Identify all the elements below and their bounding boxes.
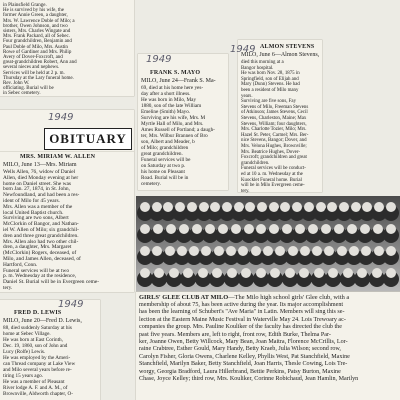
text-line: dren, a daughter, Mrs. Margaret xyxy=(3,244,72,251)
student-figure xyxy=(199,202,209,212)
student-figure xyxy=(292,202,302,212)
text-line: Kuocklet Funeral home. Burial xyxy=(241,177,302,183)
text-line: will be in Milo Evergreen ceme- xyxy=(241,183,305,189)
clipping-johnson-obituary-continued xyxy=(0,0,134,96)
student-figure xyxy=(218,224,228,234)
text-line: can Thread company at Lake View xyxy=(3,361,76,367)
text-line: his home on Pleasant xyxy=(141,169,185,175)
student-figure xyxy=(177,246,187,256)
text-line: Rev. John W. xyxy=(3,81,30,86)
text-line: past five years. Members are, left to right, front row, Edith Burke, Thelma Par- xyxy=(139,331,331,338)
text-line: Stevens, William; four daughters, xyxy=(241,121,307,127)
obituary-dateline: MILO, June 13—Mrs. Miriam xyxy=(3,162,77,168)
student-figure xyxy=(386,268,396,278)
text-line: Road. Burial will be in xyxy=(141,175,189,181)
text-line: Mrs. Frank Packard, all of Sebec. xyxy=(3,34,70,40)
student-figure xyxy=(226,246,236,256)
text-line: several nieces and nephews. xyxy=(3,65,60,71)
text-line: Myrtle Hall of Milo, and Mrs. xyxy=(141,121,204,127)
handwritten-year: 1949 xyxy=(230,44,256,55)
photo-row xyxy=(140,246,396,256)
clipping-lewis-obituary xyxy=(0,300,100,400)
student-figure xyxy=(386,202,396,212)
student-figure xyxy=(166,224,176,234)
student-figure xyxy=(152,202,162,212)
obituary-name: ALMON STEVENS xyxy=(260,44,315,50)
student-figure xyxy=(312,246,322,256)
text-line: Allen, died Monday evening at her xyxy=(3,174,79,181)
text-line: tiring 15 years ago. xyxy=(3,373,44,379)
student-figure xyxy=(282,224,292,234)
student-figure xyxy=(234,202,244,212)
text-line: ident of Milo for 45 years. xyxy=(3,198,60,204)
text-line: Stanchfield, Marilyn Baker, Betty Stanchfield, Joan Harris, Thesle Cowing, Lois Tre- xyxy=(139,361,348,368)
text-line: Services will be held at 2 p. m. xyxy=(3,70,65,76)
obituary-banner: OBITUARY xyxy=(44,128,132,150)
text-line: Thursday at the Lary funeral home. xyxy=(3,75,74,81)
student-figure xyxy=(241,268,251,278)
glee-club-photo xyxy=(136,196,400,292)
student-figure xyxy=(187,202,197,212)
text-line: day after a short illness. xyxy=(141,91,191,97)
text-line: Daniel St. Burial will be in Evergreen ceme- xyxy=(3,279,100,286)
obituary-dateline: MILO, June 24—Frank S. Ma- xyxy=(141,78,216,84)
text-line: Springfield, son of Elijah and xyxy=(241,76,299,82)
student-figure xyxy=(244,224,254,234)
student-figure xyxy=(251,246,261,256)
student-figure xyxy=(140,246,150,256)
text-line: home at Sebec Village. xyxy=(3,331,51,337)
student-figure xyxy=(288,246,298,256)
text-line: born Jan. 27, 1874, in St. John, xyxy=(3,186,70,193)
student-figure xyxy=(324,246,334,256)
text-line: brother, Owen Johnson, and two xyxy=(3,23,68,29)
student-figure xyxy=(154,268,164,278)
text-line: Dec. 19, 1860, son of John and xyxy=(3,343,68,349)
student-figure xyxy=(210,202,220,212)
text-line: River lodge A. F. and A. M., of xyxy=(3,385,68,391)
student-figure xyxy=(201,246,211,256)
student-figure xyxy=(328,268,338,278)
student-figure xyxy=(238,246,248,256)
text-line: companies the group. Mrs. Pauline Kouliker of the faculty has directed the club the xyxy=(139,324,342,331)
student-figure xyxy=(140,268,150,278)
text-line: Mary (Dunn) Stevens. He had xyxy=(241,82,300,88)
student-figure xyxy=(175,202,185,212)
text-line: He was born at East Corinth, xyxy=(3,337,63,343)
text-line: Funeral services will be xyxy=(141,157,191,163)
student-figure xyxy=(245,202,255,212)
text-line: Mrs. Allen was a member of the xyxy=(3,203,73,210)
text-line: lection at the Eastern Maine Music Festival in Waterville May 24. Lois Trewoary ac- xyxy=(139,316,346,323)
text-line: He was born in Milo, May xyxy=(141,97,197,103)
text-line: Wells Allen, 76, widow of Daniel xyxy=(3,169,76,175)
text-line: officiating. Burial will be xyxy=(3,86,54,92)
student-figure xyxy=(153,224,163,234)
text-line: Mrs. Charlotte Tozier, Milo; Mrs. xyxy=(241,127,307,133)
text-line: grandchildren. xyxy=(241,160,270,166)
text-line: of Milo; grandchildren xyxy=(141,145,189,151)
text-line: Newfoundland, and had been a res- xyxy=(3,192,80,199)
student-figure xyxy=(360,224,370,234)
text-line: has been the learning of Schubert's "Ave Maria" in Latin. Members will sing this se- xyxy=(139,309,345,316)
text-line: tery. xyxy=(3,285,13,291)
text-line: sisters, Mrs. Charles Wingate and xyxy=(3,29,71,34)
text-line: in Sebec cemetery. xyxy=(3,91,41,97)
text-line: home on Daniel street. She was xyxy=(3,180,71,187)
student-figure xyxy=(269,224,279,234)
student-figure xyxy=(295,224,305,234)
obituary-name: MRS. MIRIAM W. ALLEN xyxy=(20,154,96,160)
text-line: Four grandchildren, Benjamin and xyxy=(3,39,72,45)
student-figure xyxy=(152,246,162,256)
text-line: Ames Russell of Portland; a daugh- xyxy=(141,127,215,133)
handwritten-year: 1949 xyxy=(146,54,172,65)
student-figure xyxy=(386,224,396,234)
student-figure xyxy=(205,224,215,234)
student-figure xyxy=(275,246,285,256)
obituary-name: FRANK S. MAYO xyxy=(150,70,201,76)
text-line: Funeral services will be conduct- xyxy=(241,166,306,172)
text-line: nice Stevens, Bangor; Dover, and xyxy=(241,138,307,144)
text-line: Avery of Dover-Foxcroft, and xyxy=(3,55,63,60)
text-line: on Saturday at two p. xyxy=(141,163,186,169)
obituary-name: FRED D. LEWIS xyxy=(14,310,62,316)
student-figure xyxy=(304,202,314,212)
text-line: Mrs. Allen also had two other chil- xyxy=(3,238,79,245)
text-line: Surviving are two sons, Albert xyxy=(3,215,69,222)
student-figure xyxy=(263,246,273,256)
text-line: dren and three great grandchildren. xyxy=(3,232,79,239)
student-figure xyxy=(337,246,347,256)
student-figure xyxy=(334,224,344,234)
text-line: Stevens, Charleston, Maine; Max xyxy=(241,116,307,121)
student-figure xyxy=(269,202,279,212)
student-figure xyxy=(347,224,357,234)
photo-row xyxy=(140,202,396,212)
student-figure xyxy=(386,246,396,256)
student-figure xyxy=(373,224,383,234)
student-figure xyxy=(140,202,150,212)
student-figure xyxy=(257,202,267,212)
text-line: 88, died suddenly Saturday at his xyxy=(3,325,72,331)
text-line: former Annie Green, a daughter, xyxy=(3,13,68,19)
student-figure xyxy=(256,224,266,234)
obituary-dateline: MILO, June 20—Fred D. Lewis, xyxy=(3,318,82,324)
student-figure xyxy=(192,224,202,234)
text-line: Surviving are his wife, Mrs. M xyxy=(141,115,206,121)
text-line: of Atkinson; James Stevens, Cecil xyxy=(241,110,308,116)
clipping-allen-body xyxy=(0,152,134,292)
text-line: been a resident of Milo many xyxy=(241,88,299,93)
student-figure xyxy=(179,224,189,234)
student-figure xyxy=(231,224,241,234)
student-figure xyxy=(362,202,372,212)
text-line: (McClorkin) Rogers, deceased, of xyxy=(3,250,77,257)
student-figure xyxy=(198,268,208,278)
text-line: Surviving are five sons, Fay xyxy=(241,99,297,105)
text-line: Chase, Joyce Kelley; third row, Mrs. Kouliker, Corinne Robichaud, Jean Hamlin, Marilyn xyxy=(139,376,359,382)
text-line: tery. xyxy=(241,188,250,194)
student-figure xyxy=(349,246,359,256)
student-figure xyxy=(361,246,371,256)
text-line: Hartford, Conn. xyxy=(3,261,38,268)
text-line: He was born Nov. 28, 1875 in xyxy=(241,71,300,77)
student-figure xyxy=(285,268,295,278)
text-line: great-grandchildren Robert, Ann and xyxy=(3,60,77,66)
glee-club-headline-tail: —The Milo high school girls' Glee club, with a xyxy=(228,294,350,301)
text-line: Bangor hospital. xyxy=(241,65,274,71)
text-line: Rowe of Gardiner and Mrs. Philip xyxy=(3,49,72,55)
text-line: Brownville, Aldworth chapter, O- xyxy=(3,391,73,397)
student-figure xyxy=(280,202,290,212)
text-line: 1880, son of the late William xyxy=(141,103,202,109)
text-line: He was a member of Pleasant xyxy=(3,379,65,385)
text-line: ker, Joanne Owen, Betty Willcock, Mary Bean, Joan Maitra, Florence McCrillis, Lor- xyxy=(139,339,348,345)
photo-row xyxy=(140,224,396,234)
text-line: Funeral services will be at two xyxy=(3,267,70,274)
text-line: He was employed by the Ameri- xyxy=(3,355,71,361)
text-line: membership of about 75, has been active during the year. Its major accomplishment xyxy=(139,302,344,308)
student-figure xyxy=(327,202,337,212)
student-figure xyxy=(169,268,179,278)
student-figure xyxy=(222,202,232,212)
text-line: Hazel St. Peter, Carmel; Mrs. Ber- xyxy=(241,132,309,138)
text-line: local United Baptist church. xyxy=(3,209,64,216)
text-line: worgy, Georgia Bradford, Laura Hillerbrand, Bettie Perkins, Patsy Burton, Maxine xyxy=(139,368,341,375)
student-figure xyxy=(227,268,237,278)
student-figure xyxy=(163,202,173,212)
text-line: p. m. Wednesday at the residence, xyxy=(3,273,77,280)
student-figure xyxy=(140,224,150,234)
text-line: Foxcroft; grandchildren and great xyxy=(241,155,307,161)
clipping-stevens-obituary xyxy=(230,40,322,194)
handwritten-year: 1949 xyxy=(58,299,84,310)
text-line: son, Albert and Meader, b xyxy=(141,139,195,145)
student-figure xyxy=(374,202,384,212)
text-line: years. xyxy=(241,93,253,99)
text-line: Lucy (Rolfe) Lewis. xyxy=(3,349,46,355)
text-line: died this morning at a xyxy=(241,60,284,65)
student-figure xyxy=(374,246,384,256)
student-figure xyxy=(212,268,222,278)
student-figure xyxy=(256,268,266,278)
text-line: iel W. Allen of Milo; six grandchil- xyxy=(3,227,79,233)
glee-club-headline: GIRLS' GLEE CLUB AT MILO xyxy=(139,294,229,301)
text-line: He is survived by his wife, the xyxy=(3,8,64,14)
student-figure xyxy=(308,224,318,234)
text-line: Stevens of Milo, Freeman Stevens xyxy=(241,104,309,110)
obituary-dateline: MILO, June 6—Almon Stevens, xyxy=(241,52,320,58)
clipping-glee-club-caption xyxy=(136,292,400,400)
text-line: in Plainsfield Grange. xyxy=(3,3,47,8)
student-figure xyxy=(270,268,280,278)
student-figure xyxy=(351,202,361,212)
photo-row xyxy=(140,268,396,278)
student-figure xyxy=(339,202,349,212)
text-line: great grandchildren. xyxy=(141,151,183,157)
text-line: Mrs. Beatrice Hughes, Dover- xyxy=(241,149,300,155)
student-figure xyxy=(316,202,326,212)
student-figure xyxy=(214,246,224,256)
student-figure xyxy=(343,268,353,278)
student-figure xyxy=(357,268,367,278)
text-line: Mrs. W. Lawrence Doble of Milo; a xyxy=(3,18,75,24)
text-line: cemetery. xyxy=(141,181,161,187)
text-line: raine Crabtree, Esther Gould, Mary Handy, Betty Kraeb, Julia Wilson; second row, xyxy=(139,346,341,353)
text-line: Mrs. Velona Hughes, Brownville; xyxy=(241,144,307,149)
student-figure xyxy=(189,246,199,256)
text-line: ed at 10 a. m. Wednesday at the xyxy=(241,172,303,177)
student-figure xyxy=(165,246,175,256)
student-figure xyxy=(321,224,331,234)
text-line: 69, died at his home here yes- xyxy=(141,85,204,91)
student-figure xyxy=(299,268,309,278)
student-figure xyxy=(372,268,382,278)
text-line: ter, Mrs. Wilbur Brannen of Bro xyxy=(141,133,208,139)
student-figure xyxy=(183,268,193,278)
text-line: Paul Doble of Milo, Mrs. Austin xyxy=(3,44,68,50)
text-line: Emeline (Smith) Mayo. xyxy=(141,109,191,115)
student-figure xyxy=(314,268,324,278)
student-figure xyxy=(300,246,310,256)
clipping-mayo-obituary xyxy=(138,54,228,190)
text-line: Milo, and James Allen, deceased, of xyxy=(3,256,81,262)
text-line: and Milo several years before re- xyxy=(3,367,72,373)
handwritten-year: 1949 xyxy=(48,112,74,123)
text-line: McClorkin of Bangor, and Nathan- xyxy=(3,221,79,228)
text-line: Carolyn Fisher, Gloria Owens, Charlene Kelley, Phyllis West, Pat Stanchfield, Maxine xyxy=(139,353,350,360)
